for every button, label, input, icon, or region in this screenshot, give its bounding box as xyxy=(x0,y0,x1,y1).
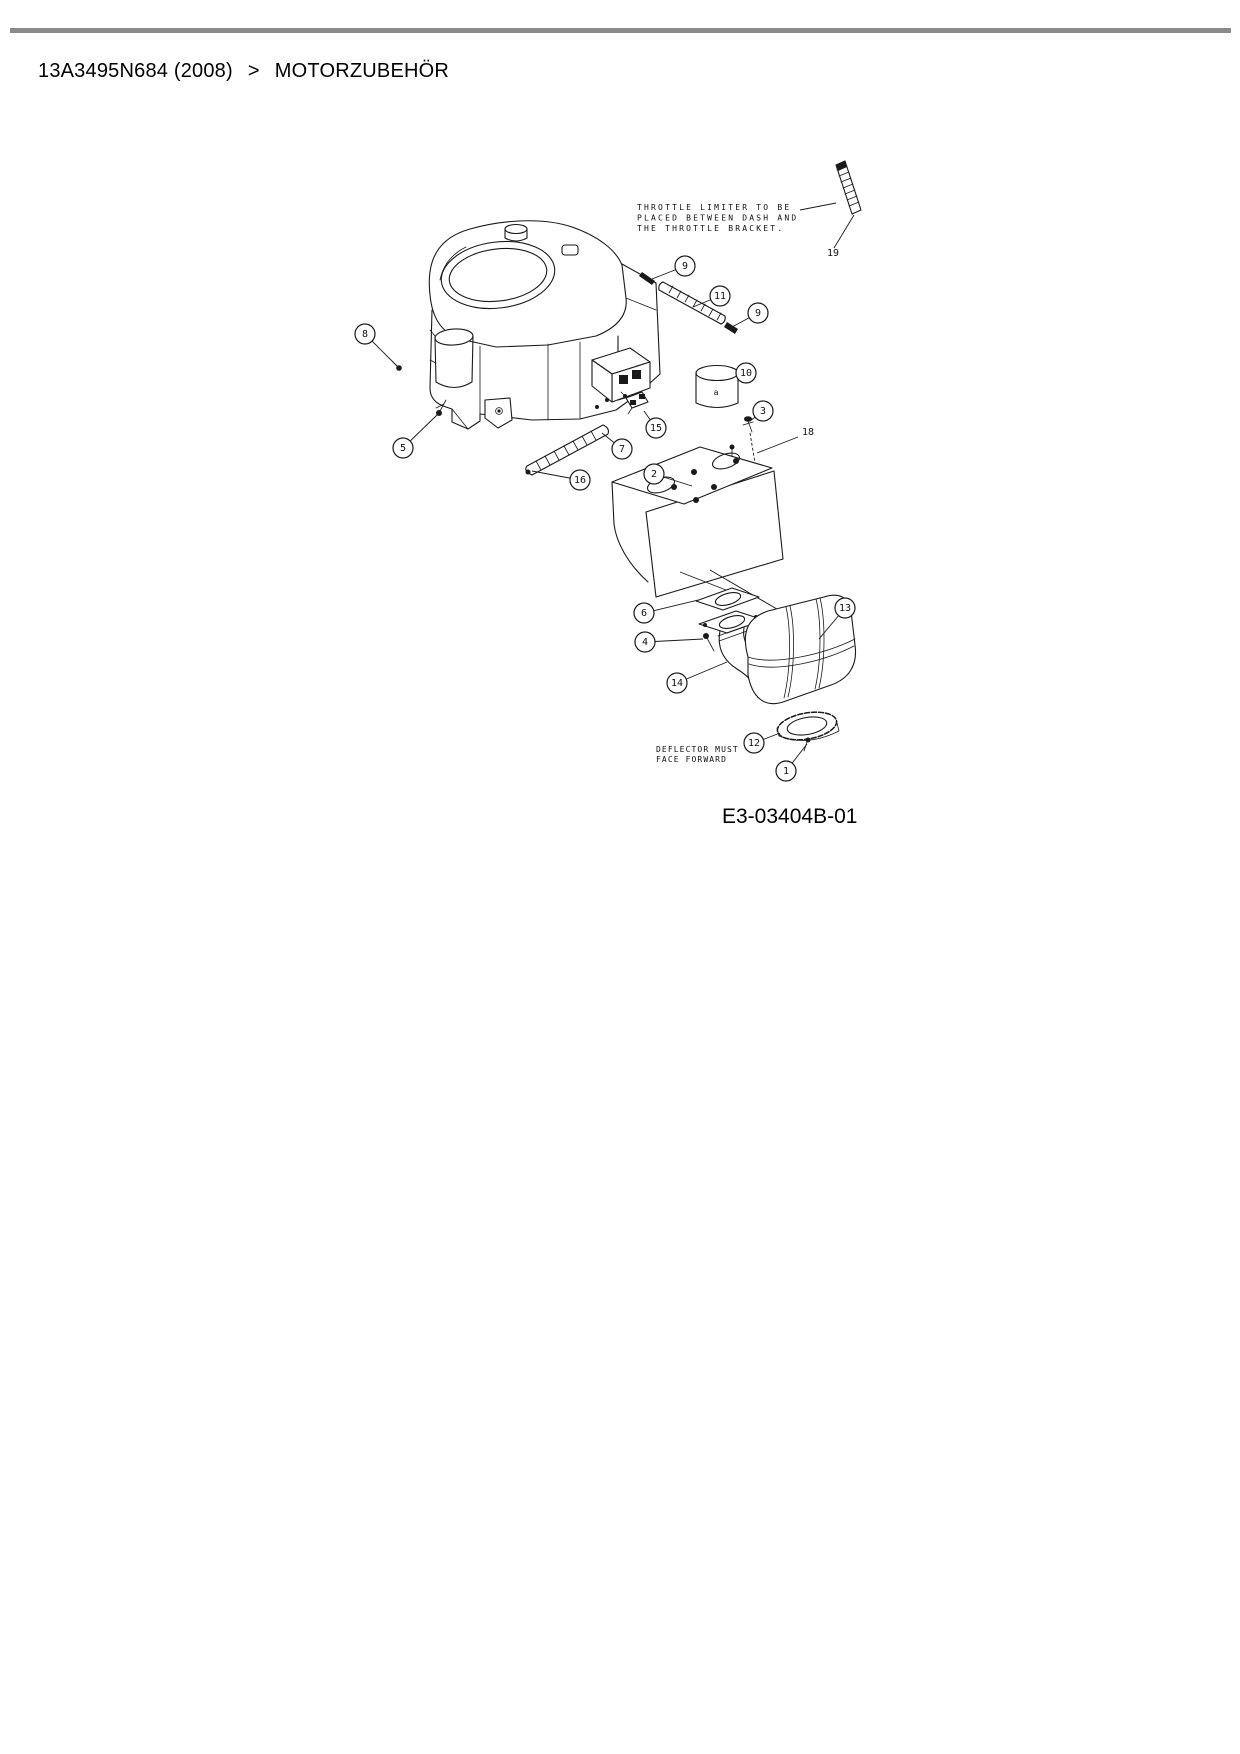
fuel-line-tube xyxy=(526,425,609,475)
parts-diagram-svg xyxy=(280,130,880,840)
deflector-note-line: FACE FORWARD xyxy=(656,755,727,764)
breadcrumb-model-code[interactable]: 13A3495N684 (2008) xyxy=(38,60,233,82)
svg-text:8: 8 xyxy=(361,329,369,341)
svg-text:14: 14 xyxy=(670,678,684,690)
part-label-a: a xyxy=(713,388,719,397)
part-label-18: 18 xyxy=(801,427,815,438)
callout-5[interactable] xyxy=(393,414,438,458)
starter-cylinder xyxy=(430,328,474,388)
breather-cup xyxy=(696,366,738,408)
part-label-19: 19 xyxy=(826,248,840,259)
callout-15[interactable] xyxy=(644,411,666,438)
callout-7[interactable] xyxy=(602,433,632,459)
svg-text:10: 10 xyxy=(739,368,753,380)
breadcrumb-section[interactable]: MOTORZUBEHÖR xyxy=(274,60,450,82)
svg-text:5: 5 xyxy=(399,443,407,455)
callout-12[interactable] xyxy=(744,733,780,753)
diagram-id-label: E3-03404B-01 xyxy=(722,805,858,828)
svg-text:4: 4 xyxy=(641,637,649,649)
breadcrumb-separator: > xyxy=(247,60,260,82)
throttle-limiter-part xyxy=(800,161,861,248)
callout-10[interactable] xyxy=(732,363,756,383)
svg-text:2: 2 xyxy=(650,469,658,481)
callout-1[interactable] xyxy=(776,744,807,781)
callout-3[interactable] xyxy=(750,401,773,421)
breadcrumb xyxy=(38,60,449,83)
svg-text:7: 7 xyxy=(618,444,626,456)
svg-text:15: 15 xyxy=(649,423,663,435)
top-divider-rule xyxy=(10,28,1231,33)
svg-text:12: 12 xyxy=(747,738,761,750)
svg-text:16: 16 xyxy=(573,475,587,487)
throttle-note-line: THE THROTTLE BRACKET. xyxy=(637,224,785,233)
svg-text:1: 1 xyxy=(782,766,790,778)
callout-11[interactable] xyxy=(693,286,730,307)
svg-text:9: 9 xyxy=(754,308,762,320)
callout-4[interactable] xyxy=(635,632,703,652)
throttle-note-line: PLACED BETWEEN DASH AND xyxy=(637,213,799,223)
svg-text:11: 11 xyxy=(713,291,727,303)
svg-text:9: 9 xyxy=(681,261,689,273)
diagram-labels xyxy=(714,248,839,438)
callout-16[interactable] xyxy=(532,470,590,490)
svg-text:6: 6 xyxy=(640,608,648,620)
callout-8[interactable] xyxy=(355,324,398,367)
flange-bolt xyxy=(703,633,714,651)
callout-6[interactable] xyxy=(634,600,698,623)
callout-9[interactable] xyxy=(732,303,768,327)
svg-text:3: 3 xyxy=(759,406,767,418)
callout-9[interactable] xyxy=(652,256,695,279)
callout-14[interactable] xyxy=(667,662,727,693)
deflector-note-line: DEFLECTOR MUST xyxy=(656,745,739,754)
throttle-note-line: THROTTLE LIMITER TO BE xyxy=(637,203,792,212)
svg-text:13: 13 xyxy=(838,603,852,615)
exploded-parts-diagram xyxy=(280,130,880,840)
